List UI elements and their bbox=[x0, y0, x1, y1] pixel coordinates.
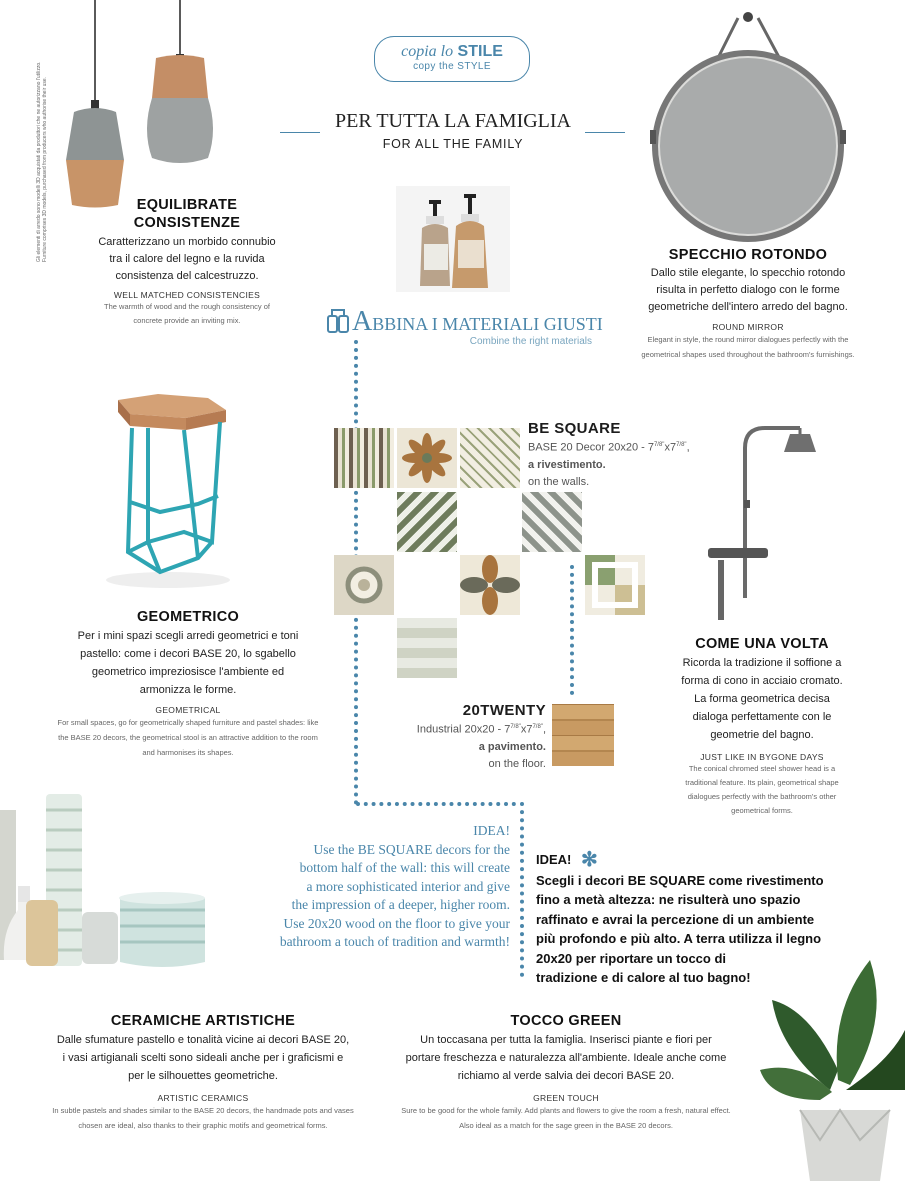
product-be-square bbox=[528, 420, 728, 491]
title-rule-right bbox=[585, 132, 625, 133]
shower-image bbox=[700, 408, 830, 628]
come-text: Ricorda la tradizione il soffione a forma di cono in acciaio cromato. La forma geometrica decisa dialoga perfettamente con le geometrie del bagno. bbox=[681, 657, 843, 741]
idea-it-line: più profondo e più alto. A terra utilizza il legno bbox=[536, 931, 822, 946]
product-20twenty bbox=[380, 702, 546, 773]
tile-flower bbox=[397, 428, 457, 488]
be-square-frac2: 7/8" bbox=[676, 442, 687, 448]
idea-it-line: Scegli i decori BE SQUARE come rivestimento bbox=[536, 872, 824, 888]
idea-en-line: bottom half of the wall: this will create bbox=[299, 860, 510, 875]
copy-style-badge bbox=[374, 36, 530, 82]
twenty-frac1: 7/8" bbox=[510, 724, 521, 730]
soap-bottles-image bbox=[396, 186, 510, 292]
come-title: COME UNA VOLTA bbox=[695, 636, 829, 652]
geometrico-text: Per i mini spazi scegli arredi geometrici e toni pastello: come i decori BASE 20, lo sgabello geometrico impreziosisce l'ambiente ed armonizza le forme. bbox=[77, 630, 299, 696]
geometrico-en-title: GEOMETRICAL bbox=[155, 705, 221, 715]
section-equilibrate bbox=[98, 196, 276, 285]
ceramiche-text: Dalle sfumature pastello e tonalità vicine ai decori BASE 20, i vasi artigianali scelti sono sideali anche per i graficismi e per le silhouettes geometriche. bbox=[56, 1034, 350, 1082]
abbina-subtitle: Combine the right materials bbox=[469, 336, 592, 347]
tile-chevron-grey bbox=[522, 492, 582, 552]
twenty-size: Industrial 20x20 - 7 bbox=[416, 723, 511, 736]
idea-en-line: the impression of a deeper, higher room. bbox=[291, 897, 510, 912]
twenty-title: 20TWENTY bbox=[462, 702, 546, 719]
idea-it-line: fino a metà altezza: ne risulterà uno spazio bbox=[536, 892, 801, 907]
tile-chevron-green bbox=[397, 492, 457, 552]
tile-arabesque bbox=[334, 555, 394, 615]
clip-icon bbox=[326, 308, 350, 334]
idea-english bbox=[262, 822, 510, 952]
twenty-tail: , bbox=[542, 723, 546, 736]
be-square-spec bbox=[528, 437, 728, 457]
tocco-en-text: Sure to be good for the whole family. Add plants and flowers to give the room a fresh, natural effect. Also ideal as a match for the sage green in the BASE 20 decors. bbox=[401, 1106, 731, 1130]
geometrico-en-text: For small spaces, go for geometrically shaped furniture and pastel shades: like the BASE 20 decors, the geometrical stool is an attractive addition to the room and harmonises its shapes. bbox=[57, 718, 319, 757]
pendant-lamps-image bbox=[50, 0, 230, 210]
come-en-text: The conical chromed steel shower head is a traditional feature. Its plain, geometrical shape dialogues perfectly with the bathroom's other geometrical forms. bbox=[685, 764, 839, 815]
section-geometrico bbox=[56, 609, 320, 760]
abbina-heading bbox=[352, 306, 602, 338]
round-mirror-image bbox=[648, 10, 848, 248]
idea-it-line: tradizione e di calore al tuo bagno! bbox=[536, 970, 751, 985]
asterisk-icon: ✻ bbox=[581, 849, 598, 871]
ceramiche-title: CERAMICHE ARTISTICHE bbox=[110, 1013, 296, 1029]
equilibrate-en-title: WELL MATCHED CONSISTENCIES bbox=[113, 290, 261, 300]
be-square-size: BASE 20 Decor 20x20 - 7 bbox=[528, 441, 654, 454]
equilibrate-en-text: The warmth of wood and the rough consistency of concrete provide an inviting mix. bbox=[104, 302, 270, 325]
tocco-text: Un toccasana per tutta la famiglia. Inserisci piante e fiori per portare freschezza e naturalezza all'ambiente. Ideale anche come richiamo al verde salvia dei decori BASE 20. bbox=[405, 1034, 727, 1082]
section-equilibrate-en bbox=[98, 284, 276, 328]
section-come-una-volta bbox=[676, 636, 848, 818]
be-square-use-en: on the walls. bbox=[528, 475, 590, 488]
be-square-use-it: a rivestimento. bbox=[528, 458, 606, 471]
idea-en-line: Use 20x20 wood on the floor to give your bbox=[283, 915, 510, 931]
idea-en-line: a more sophisticated interior and give bbox=[306, 878, 510, 894]
title-rule-left bbox=[280, 132, 320, 133]
specchio-en-text: Elegant in style, the round mirror dialogues perfectly with the geometrical shapes used throughout the bathroom's furnishings. bbox=[641, 335, 855, 359]
twenty-use-en: on the floor. bbox=[488, 757, 546, 770]
tocco-en-title: GREEN TOUCH bbox=[533, 1093, 599, 1103]
badge-main: copia lo bbox=[401, 43, 454, 60]
page-title: PER TUTTA LA FAMIGLIA bbox=[335, 110, 571, 132]
ceramics-image bbox=[0, 790, 215, 980]
equilibrate-title: EQUILIBRATE CONSISTENZE bbox=[133, 197, 241, 231]
tile-quatrefoil bbox=[460, 555, 520, 615]
be-square-tail: , bbox=[686, 441, 690, 454]
dotted-line-right bbox=[570, 565, 574, 695]
twenty-use-it: a pavimento. bbox=[478, 740, 546, 753]
section-ceramiche bbox=[50, 1013, 356, 1133]
twenty-spec bbox=[380, 719, 546, 739]
ceramiche-en-title: ARTISTIC CERAMICS bbox=[157, 1093, 249, 1103]
section-tocco-green bbox=[398, 1013, 734, 1133]
be-square-mid: x7 bbox=[664, 441, 677, 454]
idea-en-line: bathroom a touch of tradition and warmth! bbox=[279, 934, 510, 949]
geometric-stool-image bbox=[88, 392, 248, 592]
twenty-frac2: 7/8" bbox=[532, 724, 543, 730]
dotted-line-center bbox=[520, 802, 524, 977]
side-note: Gli elementi di arredo sono modelli 3D acquistati da produttori che ne autorizzano l'utilizzo. Furniture comprises 3D models, purchased from producers who authorise their use. bbox=[36, 61, 48, 262]
tocco-title: TOCCO GREEN bbox=[510, 1013, 622, 1029]
ceramiche-en-text: In subtle pastels and shades similar to the BASE 20 decors, the handmade pots and vases chosen are ideal, also thanks to their graphic motifs and geometrical forms. bbox=[52, 1106, 354, 1130]
section-specchio bbox=[632, 247, 864, 362]
be-square-title: BE SQUARE bbox=[528, 420, 621, 437]
specchio-title: SPECCHIO ROTONDO bbox=[668, 247, 828, 263]
abbina-rest: BBINA I MATERIALI GIUSTI bbox=[372, 314, 603, 334]
equilibrate-text: Caratterizzano un morbido connubio tra il calore del legno e la ruvida consistenza del calcestruzzo. bbox=[98, 236, 276, 282]
come-en-title: JUST LIKE IN BYGONE DAYS bbox=[700, 752, 824, 762]
idea-it-line: 20x20 per riportare un tocco di bbox=[536, 950, 727, 966]
tile-blocks bbox=[585, 555, 645, 615]
page-subtitle: FOR ALL THE FAMILY bbox=[382, 137, 524, 151]
idea-en-line: Use the BE SQUARE decors for the bbox=[313, 841, 510, 857]
tile-leaves bbox=[397, 618, 457, 678]
tile-wood-floor bbox=[552, 704, 614, 766]
dotted-line-bottom bbox=[356, 802, 516, 806]
plant-image bbox=[760, 940, 905, 1181]
geometrico-title: GEOMETRICO bbox=[136, 609, 240, 625]
idea-it-label: IDEA! bbox=[536, 852, 572, 867]
idea-it-line: raffinato e avrai la percezione di un ambiente bbox=[536, 911, 815, 927]
badge-sub: copy the STYLE bbox=[413, 61, 491, 72]
tile-lattice bbox=[460, 428, 520, 488]
idea-en-label: IDEA! bbox=[473, 823, 510, 838]
twenty-mid: x7 bbox=[520, 723, 533, 736]
tile-stripes-zigzag bbox=[334, 428, 394, 488]
be-square-frac1: 7/8" bbox=[653, 442, 665, 448]
badge-strong: STILE bbox=[457, 43, 503, 60]
specchio-en-title: ROUND MIRROR bbox=[712, 322, 784, 332]
specchio-text: Dallo stile elegante, lo specchio rotondo risulta in perfetto dialogo con le forme geometriche dell'intero arredo del bagno. bbox=[648, 267, 848, 313]
abbina-initial: A bbox=[352, 306, 373, 337]
